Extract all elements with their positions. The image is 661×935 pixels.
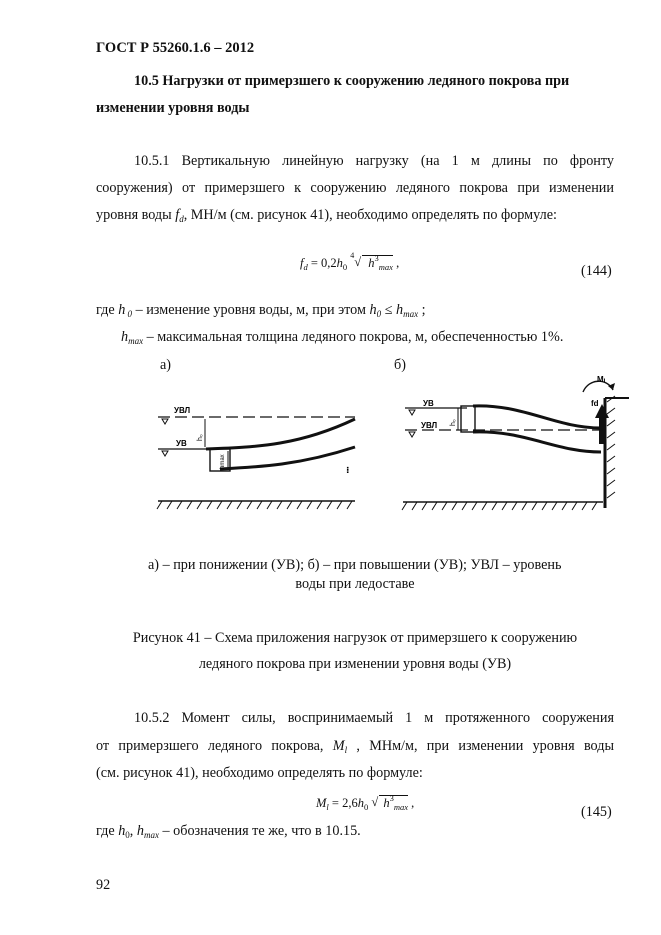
uv-label: УВ bbox=[176, 439, 187, 448]
paragraph-10-5-2-line3: (см. рисунок 41), необходимо определять по формуле: bbox=[96, 765, 423, 781]
figure-label-a: а) bbox=[160, 357, 172, 373]
figure-41b-diagram bbox=[395, 368, 633, 518]
formula-144: $f_d = 0,2h_0$ 4 √ $h^3_{max}$ , bbox=[300, 251, 400, 272]
paragraph-10-5-1-line3: уровня воды $f_d$, МН/м (см. рисунок 41), необходимо определять по формуле: bbox=[96, 207, 557, 224]
radical-sign: √ bbox=[354, 255, 362, 269]
uvl-level-marker-icon bbox=[162, 419, 168, 424]
formula-145: $M_l = 2,6h_0$ √ $h^3_{max}$ , bbox=[316, 793, 415, 812]
b-uvl-level-marker-icon bbox=[409, 432, 415, 437]
figure-title-line2: ледяного покрова при изменении уровня воды (УВ) bbox=[198, 656, 512, 672]
page-number: 92 bbox=[96, 877, 111, 893]
uvl-label: УВЛ bbox=[174, 406, 191, 415]
figure-41a-diagram bbox=[150, 385, 360, 515]
ground-hatching bbox=[157, 501, 352, 509]
document-header: ГОСТ Р 55260.1.6 – 2012 bbox=[96, 40, 255, 56]
b-h0-label: h₀ bbox=[450, 419, 457, 426]
wall-marker-text: ⁝ bbox=[346, 465, 350, 475]
paragraph-10-5-2-line2: от примерзшего ледяного покрова, $M_l$ , МНм/м, при изменении уровня воды bbox=[96, 738, 614, 755]
square-root bbox=[371, 793, 409, 812]
force-label: fd bbox=[591, 399, 599, 408]
b-uvl-label: УВЛ bbox=[421, 421, 438, 430]
where-h0-line: где h $_0$ – изменение уровня воды, м, при этом $h_0 \le h_{max}$ ; bbox=[96, 302, 426, 319]
uv-level-marker-icon bbox=[162, 451, 168, 456]
wall-hatching bbox=[607, 396, 615, 498]
paragraph-10-5-1-line1: 10.5.1 Вертикальную линейную нагрузку (на 1 м длины по фронту bbox=[134, 153, 614, 169]
h0-label: h₀ bbox=[197, 434, 204, 441]
b-ice-bottom-edge bbox=[473, 432, 601, 452]
b-ice-top-edge bbox=[473, 406, 601, 428]
paragraph-10-5-2-line1: 10.5.2 Момент силы, воспринимаемый 1 м протяженного сооружения bbox=[134, 710, 614, 726]
figure-title-line1: Рисунок 41 – Схема приложения нагрузок от примерзшего к сооружению bbox=[132, 630, 578, 646]
ice-bottom-edge bbox=[220, 447, 355, 469]
b-uv-level-marker-icon bbox=[409, 410, 415, 415]
ice-top-edge bbox=[206, 419, 355, 449]
figure-caption-line2: воды при ледоставе bbox=[295, 576, 415, 592]
hmax-label: hmax bbox=[220, 454, 226, 469]
b-ice-edge-block bbox=[461, 406, 475, 432]
where-symbols-line: где $h_0$, $h_{max}$ – обозначения те же, что в 10.15. bbox=[96, 823, 361, 840]
b-ground-hatching bbox=[402, 502, 597, 510]
fourth-root bbox=[350, 251, 393, 272]
figure-caption-line1: а) – при понижении (УВ); б) – при повышении (УВ); УВЛ – уровень bbox=[148, 557, 562, 573]
section-title-line1: 10.5 Нагрузки от примерзшего к сооружению ледяного покрова при bbox=[134, 73, 570, 89]
radical-sign-145: √ bbox=[371, 795, 379, 809]
figure-label-b: б) bbox=[394, 357, 406, 373]
radicand-145: $h^3_{max}$ bbox=[379, 795, 408, 810]
moment-label: Mₗ bbox=[597, 375, 606, 384]
formula-145-number: (145) bbox=[581, 804, 612, 820]
formula-144-number: (144) bbox=[581, 263, 612, 279]
radicand: $h^3_{max}$ bbox=[362, 255, 393, 270]
paragraph-10-5-1-line2: сооружения) от примерзшего к сооружению ледяного покрова при изменении bbox=[96, 180, 614, 196]
root-index: 4 bbox=[350, 251, 355, 260]
section-title-line2: изменении уровня воды bbox=[96, 100, 250, 116]
b-uv-label: УВ bbox=[423, 399, 434, 408]
where-hmax-line: $h_{max}$ – максимальная толщина ледяного покрова, м, обеспеченностью 1%. bbox=[121, 329, 564, 346]
